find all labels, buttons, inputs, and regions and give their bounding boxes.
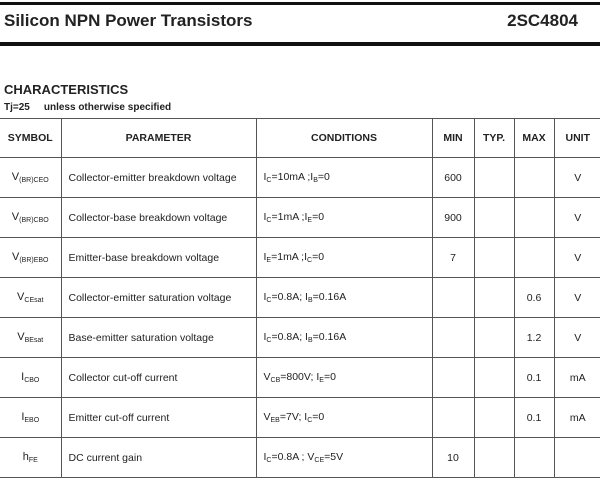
text-part: =0.8A ; V <box>271 451 315 463</box>
unit-cell <box>554 438 600 478</box>
max-cell: 1.2 <box>514 318 554 358</box>
column-header-unit: UNIT <box>554 119 600 158</box>
text-part: I <box>21 371 25 383</box>
parameter-cell: Collector cut-off current <box>61 358 256 398</box>
text-part: V <box>17 291 25 303</box>
min-cell <box>432 318 474 358</box>
subscript: EBO <box>24 417 40 424</box>
parameter-cell: Collector-base breakdown voltage <box>61 198 256 238</box>
subscript: (BR)EBO <box>19 257 49 264</box>
table-row <box>0 278 600 318</box>
min-cell: 600 <box>432 158 474 198</box>
symbol-cell <box>0 238 61 278</box>
text-part: =0.16A <box>312 291 347 303</box>
unit-cell: mA <box>554 358 600 398</box>
subscript: (BR)CEO <box>19 177 49 184</box>
text-part: V <box>17 331 25 343</box>
text-part: =0 <box>323 371 336 383</box>
text-part: =1mA ;I <box>271 211 308 223</box>
unit-cell: V <box>554 318 600 358</box>
max-cell <box>514 238 554 278</box>
part-number: 2SC4804 <box>507 11 578 30</box>
junction-temp: Tj=25 <box>4 102 30 113</box>
text-part: I <box>263 251 267 263</box>
parameter-cell: Collector-emitter saturation voltage <box>61 278 256 318</box>
max-cell: 0.1 <box>514 358 554 398</box>
column-header-max: MAX <box>514 119 554 158</box>
text-part: =10mA ;I <box>271 171 314 183</box>
text-part: =1mA ;I <box>271 251 307 263</box>
test-conditions <box>4 102 171 113</box>
table-row <box>0 238 600 278</box>
subscript: FE <box>28 457 38 464</box>
parameter-cell: Emitter-base breakdown voltage <box>61 238 256 278</box>
subscript: BEsat <box>24 337 44 344</box>
parameter-cell: DC current gain <box>61 438 256 478</box>
top-rule <box>0 2 600 5</box>
conditions-cell <box>256 398 432 438</box>
section-title: CHARACTERISTICS <box>4 82 129 97</box>
text-part: =800V; I <box>280 371 320 383</box>
subscript: C <box>307 257 313 264</box>
text-part: =0 <box>312 211 325 223</box>
table-row <box>0 198 600 238</box>
parameter-cell: Collector-emitter breakdown voltage <box>61 158 256 198</box>
text-part: I <box>263 291 267 303</box>
document-title: Silicon NPN Power Transistors <box>4 11 253 30</box>
subscript: C <box>307 417 313 424</box>
column-header-min: MIN <box>432 119 474 158</box>
text-part: =0.8A; I <box>271 331 308 343</box>
text-part: =0.16A <box>312 331 347 343</box>
conditions-cell <box>256 438 432 478</box>
text-part: V <box>263 371 271 383</box>
text-part: V <box>11 251 20 263</box>
table-row <box>0 318 600 358</box>
min-cell <box>432 398 474 438</box>
column-header-parameter: PARAMETER <box>61 119 256 158</box>
max-cell: 0.1 <box>514 398 554 438</box>
text-part: =0.8A; I <box>271 291 308 303</box>
symbol-cell <box>0 438 61 478</box>
unit-cell: V <box>554 278 600 318</box>
typ-cell <box>474 438 514 478</box>
column-header-conditions: CONDITIONS <box>256 119 432 158</box>
subscript: CE <box>314 457 325 464</box>
text-part: I <box>263 451 267 463</box>
min-cell: 7 <box>432 238 474 278</box>
unit-cell: V <box>554 238 600 278</box>
subscript: B <box>313 177 318 184</box>
column-header-symbol: SYMBOL <box>0 119 61 158</box>
conditions-cell <box>256 198 432 238</box>
text-part: =0 <box>317 171 330 183</box>
text-part: =7V; I <box>279 411 308 423</box>
max-cell <box>514 158 554 198</box>
min-cell: 900 <box>432 198 474 238</box>
max-cell <box>514 438 554 478</box>
text-part: I <box>263 331 267 343</box>
table-row <box>0 438 600 478</box>
text-part: V <box>11 211 20 223</box>
typ-cell <box>474 238 514 278</box>
conditions-cell <box>256 278 432 318</box>
conditions-cell <box>256 358 432 398</box>
unit-cell: mA <box>554 398 600 438</box>
conditions-cell <box>256 318 432 358</box>
min-cell: 10 <box>432 438 474 478</box>
min-cell <box>432 358 474 398</box>
subscript: C <box>266 457 272 464</box>
column-header-typ: TYP. <box>474 119 514 158</box>
min-cell <box>432 278 474 318</box>
header-rule <box>0 42 600 46</box>
typ-cell <box>474 198 514 238</box>
typ-cell <box>474 318 514 358</box>
text-part: V <box>11 171 20 183</box>
unit-cell: V <box>554 158 600 198</box>
subscript: EB <box>270 417 280 424</box>
symbol-cell <box>0 278 61 318</box>
conditions-cell <box>256 158 432 198</box>
subscript: E <box>266 257 272 264</box>
subscript: C <box>266 337 272 344</box>
conditions-note: unless otherwise specified <box>43 102 172 113</box>
parameter-cell: Emitter cut-off current <box>61 398 256 438</box>
text-part: I <box>21 411 25 423</box>
subscript: C <box>266 217 272 224</box>
text-part: V <box>263 411 271 423</box>
subscript: CBO <box>24 377 40 384</box>
subscript: CEsat <box>24 297 44 304</box>
subscript: C <box>266 297 272 304</box>
symbol-cell <box>0 318 61 358</box>
max-cell <box>514 198 554 238</box>
unit-cell: V <box>554 198 600 238</box>
subscript: B <box>307 297 313 304</box>
text-part: =0 <box>312 411 325 423</box>
symbol-cell <box>0 158 61 198</box>
text-part: I <box>263 211 267 223</box>
max-cell: 0.6 <box>514 278 554 318</box>
symbol-cell <box>0 198 61 238</box>
typ-cell <box>474 398 514 438</box>
typ-cell <box>474 278 514 318</box>
subscript: (BR)CBO <box>19 217 49 224</box>
characteristics-table <box>0 118 600 478</box>
typ-cell <box>474 158 514 198</box>
table-row <box>0 158 600 198</box>
text-part: I <box>263 171 267 183</box>
subscript: E <box>307 217 313 224</box>
parameter-cell: Base-emitter saturation voltage <box>61 318 256 358</box>
text-part: =5V <box>324 451 344 463</box>
table-row <box>0 398 600 438</box>
symbol-cell <box>0 398 61 438</box>
text-part: =0 <box>312 251 325 263</box>
conditions-cell <box>256 238 432 278</box>
subscript: E <box>319 377 324 384</box>
symbol-cell <box>0 358 61 398</box>
subscript: CB <box>270 377 281 384</box>
table-row <box>0 358 600 398</box>
subscript: B <box>307 337 313 344</box>
typ-cell <box>474 358 514 398</box>
text-part: h <box>22 451 29 463</box>
subscript: C <box>266 177 272 184</box>
